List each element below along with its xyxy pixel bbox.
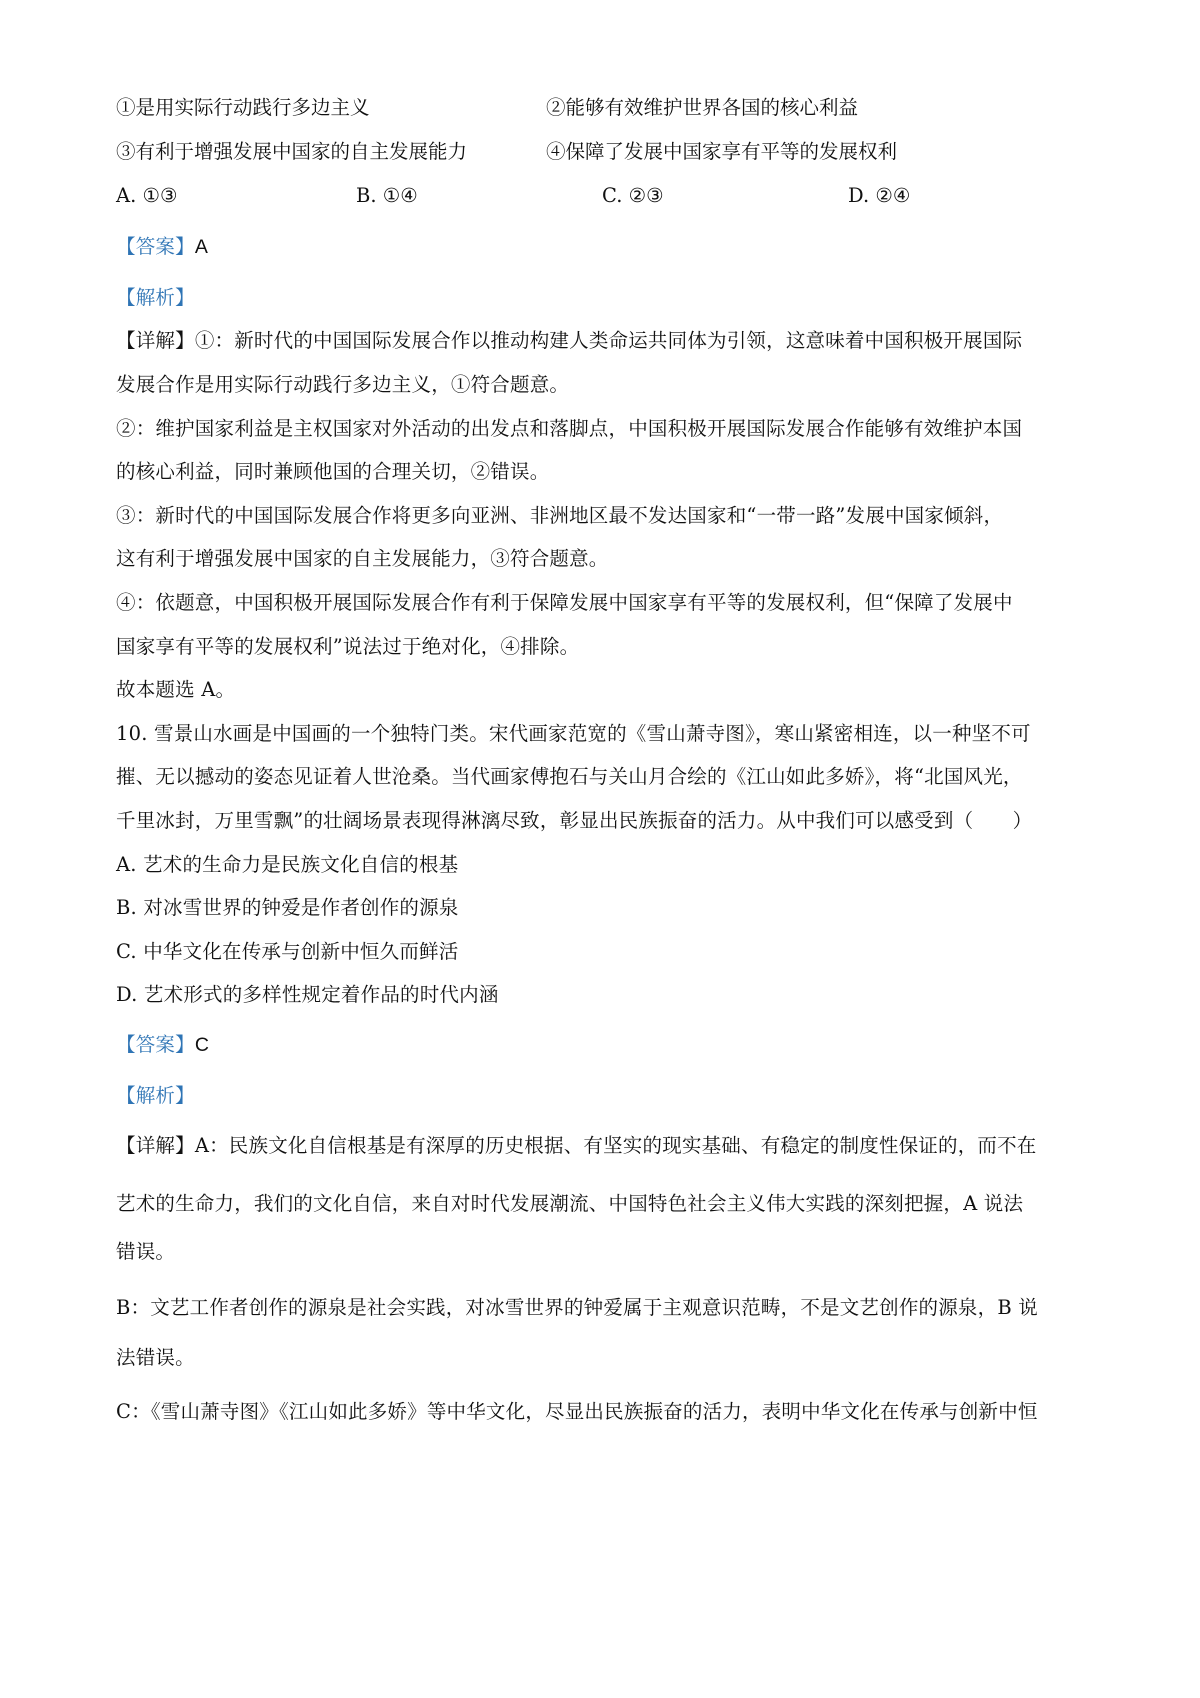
detail-line: B：文艺工作者创作的源泉是社会实践，对冰雪世界的钟爱属于主观意识范畴，不是文艺创作的源泉，B 说 — [116, 1296, 1038, 1319]
detail-line: 发展合作是用实际行动践行多边主义，①符合题意。 — [116, 373, 570, 396]
choice-a: A. ①③ — [116, 184, 178, 207]
detail-line: 这有利于增强发展中国家的自主发展能力，③符合题意。 — [116, 547, 609, 570]
question-stem-line: 10. 雪景山水画是中国画的一个独特门类。宋代画家范宽的《雪山萧寺图》，寒山紧密相连，以一种坚不可 — [116, 722, 1031, 745]
detail-line — [116, 329, 1100, 353]
detail-line: 国家享有平等的发展权利”说法过于绝对化，④排除。 — [116, 635, 580, 658]
choice-c: C. ②③ — [602, 184, 664, 207]
question-stem-line: 千里冰封，万里雪飘”的壮阔场景表现得淋漓尽致，彰显出民族振奋的活力。从中我们可以感受到（ ） — [116, 809, 1033, 832]
detail-tag: 【详解】 — [116, 329, 195, 352]
choice-d: D. ②④ — [848, 184, 911, 207]
answer-value: A — [194, 236, 209, 258]
detail-line: C：《雪山萧寺图》《江山如此多娇》等中华文化，尽显出民族振奋的活力，表明中华文化在传承与创新中恒 — [116, 1400, 1038, 1423]
question-stem-line: 摧、无以撼动的姿态见证着人世沧桑。当代画家傅抱石与关山月合绘的《江山如此多娇》，将“北国风光， — [116, 765, 1023, 788]
statement-4: ④保障了发展中国家享有平等的发展权利 — [546, 140, 898, 163]
statement-3: ③有利于增强发展中国家的自主发展能力 — [116, 140, 468, 163]
detail-line: 错误。 — [116, 1240, 176, 1263]
answer-q9 — [116, 235, 1100, 259]
choice-b: B. ①④ — [356, 184, 418, 207]
detail-line: 法错误。 — [116, 1346, 195, 1369]
option-c: C. 中华文化在传承与创新中恒久而鲜活 — [116, 940, 459, 963]
option-d: D. 艺术形式的多样性规定着作品的时代内涵 — [116, 983, 499, 1006]
detail-line: ②：维护国家利益是主权国家对外活动的出发点和落脚点，中国积极开展国际发展合作能够有效维护本国 — [116, 417, 1023, 440]
statement-1: ①是用实际行动践行多边主义 — [116, 96, 370, 119]
detail-line: 艺术的生命力，我们的文化自信，来自对时代发展潮流、中国特色社会主义伟大实践的深刻把握，A 说法 — [116, 1192, 1024, 1215]
conclusion-line: 故本题选 A。 — [116, 678, 236, 701]
option-a: A. 艺术的生命力是民族文化自信的根基 — [116, 853, 459, 876]
analysis-tag-q9: 【解析】 — [116, 286, 195, 309]
answer-tag: 【答案】 — [116, 235, 195, 258]
detail-line: ④：依题意，中国积极开展国际发展合作有利于保障发展中国家享有平等的发展权利，但“保障了发展中 — [116, 591, 1013, 614]
detail-tag: 【详解】 — [116, 1134, 195, 1157]
detail-line: ③：新时代的中国国际发展合作将更多向亚洲、非洲地区最不发达国家和“一带一路”发展中国家倾斜， — [116, 504, 1004, 527]
detail-text: ①：新时代的中国国际发展合作以推动构建人类命运共同体为引领，这意味着中国积极开展国际 — [194, 329, 1023, 352]
answer-q10 — [116, 1033, 1100, 1057]
option-b: B. 对冰雪世界的钟爱是作者创作的源泉 — [116, 896, 459, 919]
detail-line — [116, 1134, 1100, 1158]
detail-line: 的核心利益，同时兼顾他国的合理关切，②错误。 — [116, 460, 550, 483]
detail-text: A：民族文化自信根基是有深厚的历史根据、有坚实的现实基础、有稳定的制度性保证的，而不在 — [194, 1134, 1037, 1157]
analysis-tag-q10: 【解析】 — [116, 1084, 195, 1107]
answer-tag: 【答案】 — [116, 1033, 195, 1056]
statement-2: ②能够有效维护世界各国的核心利益 — [546, 96, 859, 119]
answer-value: C — [194, 1034, 210, 1056]
